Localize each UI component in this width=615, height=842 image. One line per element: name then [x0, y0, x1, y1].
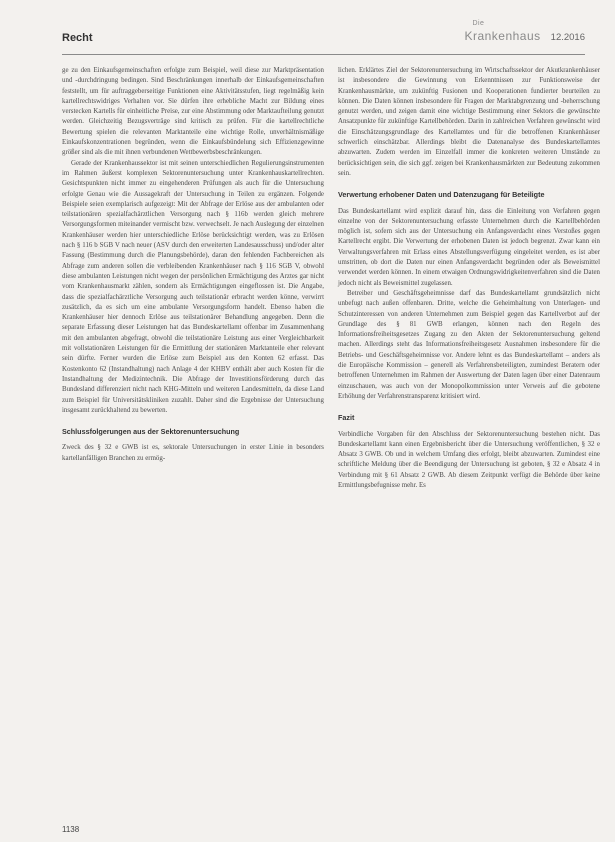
issue-number: 12.2016 — [550, 32, 585, 43]
right-paragraph-2: Das Bundeskartellamt wird explizit darauf hin, dass die Einleitung von Verfahren gegen einzelne von der Sektorenuntersuchung erfasste Unternehmen durch die Kartellbehörden möglich ist, sofern sich aus der Untersuchung ein Anfangsverdacht eines Verstoßes gegen Kartellrecht ergibt. Die Verwertung der erhobenen Daten ist jedoch begrenzt. Zwar kann ein Verwaltungsverfahren mit Erlass eines Abstellungsverfügung eingeleitet werden, es ist aber umstritten, ob dort die Daten nur einen Anfangsverdacht begründen oder als Beweismittel verwendet werden können. In einem etwaigen Ordnungswidrigkeitenverfahren sind die Daten jedoch nicht als Beweismittel zugelassen. — [338, 207, 600, 287]
left-paragraph-3: Zweck des § 32 e GWB ist es, sektorale Untersuchungen in erster Linie in besonders kartellanfälligen Branchen zu ermög- — [62, 444, 324, 462]
page-number: 1138 — [62, 825, 80, 834]
left-paragraph-1: ge zu den Einkaufsgemeinschaften erfolgte zum Beispiel, weil diese zur Marktpräsentation und -durchdringung bedingen. Sind Beschränkungen innerhalb der Einkaufsgemeinschaften feststellt, um für auftraggeberseitige Funktionen eine Aktivitätsstufen, liegt regelmäßig kein kartellrechtswidriges Verhalten vor. Sie dürfen ihre erhebliche Macht zur Bildung eines verstecken Kartells für einheitliche Preise, zur eine Abstimmung oder Marktaufteilung genutzt werden. Gleichzeitig Bezugsverträge sind kritisch zu prüfen. Für die kartellrechtliche Bewertung spielen die relevanten Marktanteile eine wichtige Rolle, unverhältnismäßige Einkaufskonzentrationen begründen, wenn die Einkaufsbündelung sich Effizienzgewinne größer sind als die mit ihnen verbundenen Wettbewerbsbeschränkungen. — [62, 67, 324, 157]
right-paragraph-3: Betreiber und Geschäftsgeheimnisse darf das Bundeskartellamt grundsätzlich nicht unbefugt nach außen offenbaren. Dritte, welche die Geheimhaltung von Unterlagen- und Schutzinteressen von anderen Unternehmen zum Beispiel gegen das Kartellverbot auf der Grundlage des § 81 GWB erlangen, können nach den Regeln des Informationsfreiheitsgesetzes Zugang zu den Akten der Sektorenuntersuchung geltend machen. Allerdings steht das Informationsfreiheitsgesetz Ausnahmen insbesondere für die Betriebs- und Geschäftsgeheimnisse vor. Andere lehnt es das Bundeskartellamt – anders als die Europäische Kommission – generell als Verfahrensbeteiligten, zumindest Beratern oder betroffenen Unternehmen im Rahmen der Auswertung der Daten lagen über einer Datenraum einzuschauen, was auch von der Monopolkommission unter Verweis auf die gebotene Erhöhung der Verfahrenstransparenz kritisiert wird. — [338, 289, 600, 400]
logo-main-text: Krankenhaus — [464, 29, 541, 43]
page-header — [62, 20, 585, 55]
journal-logo — [464, 20, 541, 43]
right-section-heading-2: Fazit — [338, 413, 355, 423]
header-right — [464, 20, 585, 43]
right-column — [338, 66, 600, 491]
section-title: Recht — [62, 32, 93, 44]
left-column — [62, 66, 324, 464]
logo-die-text: Die — [472, 20, 485, 27]
left-paragraph-2: Gerade der Krankenhaussektor ist mit seinen unterschiedlichen Regulierungsinstrumenten im Rahmen äußerst komplexen Sektorenuntersuchung unter Krankenhauskartellrechten. Gesichtspunkten nicht immer zu eingehenderen Prüfungen als auch für die Untersuchung erfolgte Genau wie die Aussagekraft der Untersuchung in Teilen zu ergänzen. Folgende Beispiele seien exemplarisch aufgezeigt: Mit der Abfrage der Erlöse aus der ambulanten oder teilstationären spezialfachärztlichen Versorgung nach § 116b werden gleich mehrere Versorgungsformen miteinander vermischt bzw. verwechselt. Je nach Auslegung der einzelnen Krankenhäuser werden hier unterschiedliche Erlöse berücksichtigt werden, was zu Erlösen nach § 116 b SGB V nach neuer (ASV durch den erweiterten Landesausschuss) und/oder alter Fassung (Bestimmung durch die Planungsbehörde), daran den fehlenden Fachbereichen als Abfrage zum anderen sollen die verbleibenden Krankenhäuser nach § 116 SGB V, obwohl diese ambulanten Leistungen nicht wegen der persönlichen Ermächtigung des Arztes gar nicht vom Krankenhausmarkt zählen, sondern als Ermächtigungen eingeflossen ist. Die Angabe, dass die spezialfachärztliche Versorgung auch teilstationär erbracht werden könne, verwirrt zusätzlich, da es sich um eine ambulante Versorgungsform handelt. Ebenso haben die Krankenhäuser hier dennoch Erlöse aus teilstationärer Behandlung angegeben. Denn die separate Erfassung dieser Leistungen hat das Bundeskartellamt offenbar im Zusammenhang mit den ambulanten abgefragt, obwohl die teilstationäre Leistung aus einer Vergleichbarkeit mit vollstationären Leistungen für die Ermittlung der stationären Marktanteile eher relevant sein dürfte. Ferner wurden die Erlöse zum Beispiel aus den Konten 62 erfasst. Das Kostenkonto 62 (Instandhaltung) nach Anlage 4 der KHBV enthält aber auch Kosten für die Instandhaltung der Medizintechnik. Die Abfrage der Investitionsförderung durch das Bundesland differenziert nicht nach KHG-Mitteln und weiteren Landesmitteln, da diese Land zum Beispiel für Universitätskliniken zuzahlt. Daher sind die Ergebnisse der Untersuchung insgesamt zurückhaltend zu bewerten. — [62, 159, 324, 414]
left-section-heading: Schlussfolgerungen aus der Sektorenuntersuchung — [62, 427, 240, 437]
right-paragraph-4: Verbindliche Vorgaben für den Abschluss der Sektorenuntersuchung bestehen nicht. Das Bundeskartellamt kann einen Ergebnisbericht über die Untersuchung veröffentlichen, § 32 e Absatz 3 GWB. Ob und in welchem Umfang dies erfolgt, bleibt abzuwarten. Zumindest eine schriftliche Meldung über die Beendigung der Untersuchung ist geboten, § 32 e Absatz 4 in Verbindung mit § 61 Absatz 2 GWB. Ab diesem Zeitpunkt verfügt die Behörde über keine Ermittlungsbefugnisse mehr. Es — [338, 430, 600, 489]
right-section-heading-1: Verwertung erhobener Daten und Datenzugang für Beteiligte — [338, 190, 545, 200]
right-paragraph-1: lichen. Erklärtes Ziel der Sektorenuntersuchung im Wirtschaftssektor der Akutkrankenhäuser ist insbesondere die Gewinnung von Erkenntnissen zur Funktionsweise der Krankenhausmärkte, um zukünftig Fusionen und Kooperationen fundierter beurteilen zu können. Die Daten können insbesondere für Fragen der Marktabgrenzung und -beherrschung genutzt werden, und zeigen damit eine wichtige Bestimmung einer Sektors die gewünschte Ansatzpunkte für zukünftige Kartellbehörden. Darin in zahlreichen Verfahren gewünscht wird die Einschätzungsgrundlage des Kartellamtes und für die betroffenen Krankenhäuser schwerlich einschätzbar. Allerdings bleibt die Datenanalyse des Bundeskartellamtes abzuwarten. Zudem werden im Einzelfall immer die konkreten weiteren Umstände zu berücksichtigen sein, die sich ggf. zeigen bei Krankenhausmärkten zur Bedeutung zukommen sein. — [338, 67, 600, 177]
